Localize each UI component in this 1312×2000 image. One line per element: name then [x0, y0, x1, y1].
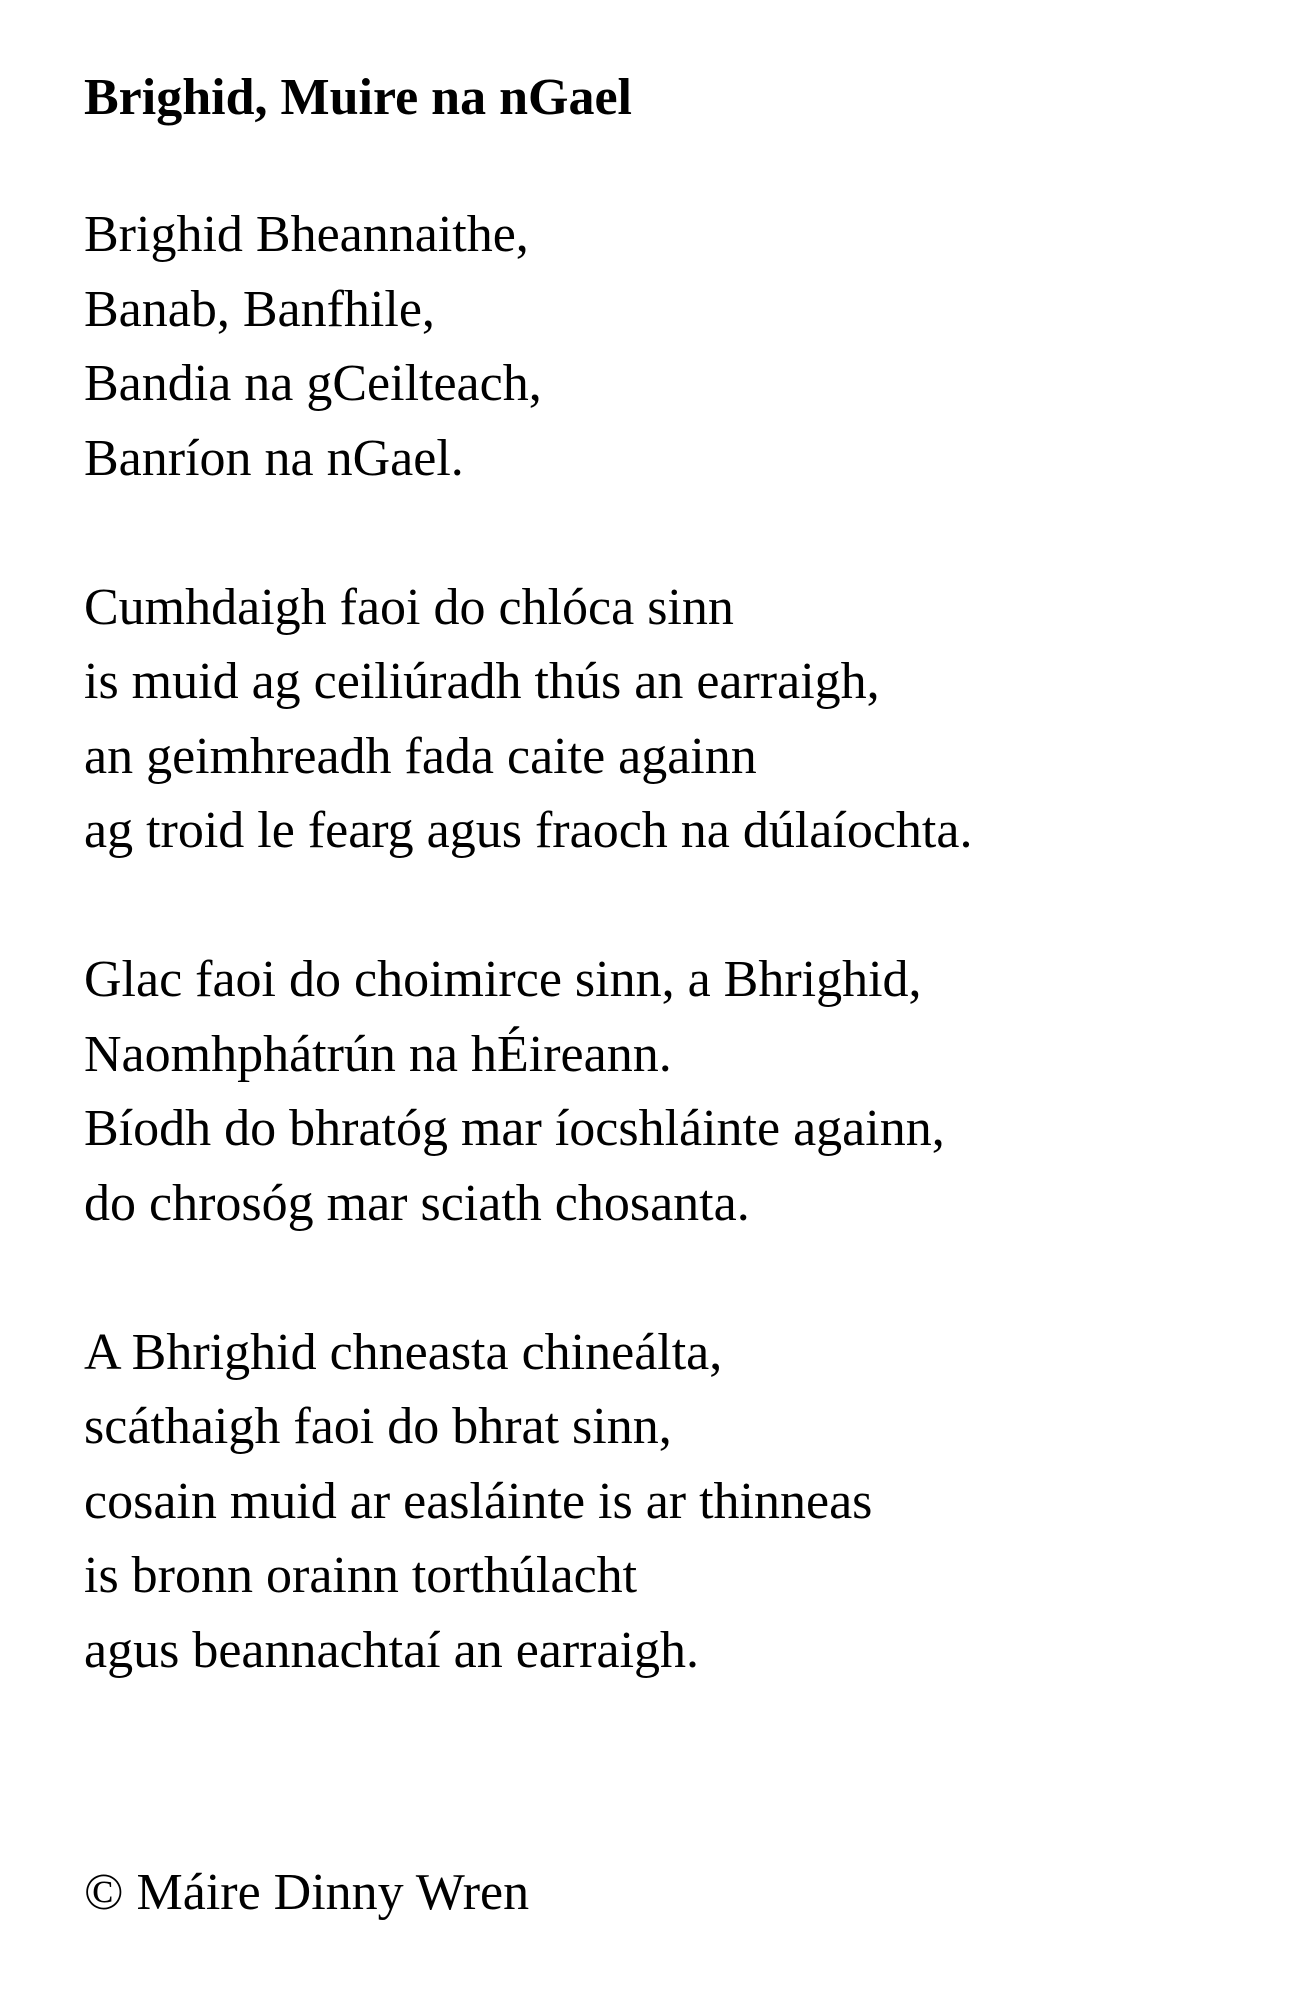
poem-line: Glac faoi do choimirce sinn, a Bhrighid, [84, 951, 922, 1008]
poem-line: Bíodh do bhratóg mar íocshláinte againn, [84, 1100, 945, 1157]
poem-line: Cumhdaigh faoi do chlóca sinn [84, 578, 734, 636]
poem-line: Naomhphátrún na hÉireann. [84, 1025, 672, 1083]
poem-line: Banab, Banfhile, [84, 280, 435, 338]
poem-line: do chrosóg mar sciath chosanta. [84, 1174, 750, 1232]
stanza-2 [84, 571, 1264, 869]
poem-line: Bandia na gCeilteach, [84, 355, 542, 412]
poem-line: Banríon na nGael. [84, 429, 464, 487]
copyright-notice: © Máire Dinny Wren [84, 1864, 530, 1921]
poem-line: an geimhreadh fada caite againn [84, 727, 757, 785]
poem-line: is muid ag ceiliúradh thús an earraigh, [84, 653, 880, 710]
poem-page [84, 60, 1264, 1688]
stanza-3 [84, 943, 1264, 1241]
poem-line: Brighid Bheannaithe, [84, 206, 529, 263]
stanza-1 [84, 198, 1264, 496]
poem-line: is bronn orainn torthúlacht [84, 1547, 638, 1604]
poem-line: scáthaigh faoi do bhrat sinn, [84, 1398, 672, 1455]
poem-title: Brighid, Muire na nGael [84, 69, 632, 126]
poem-line: A Bhrighid chneasta chineálta, [84, 1323, 723, 1381]
stanza-4 [84, 1316, 1264, 1689]
poem-line: cosain muid ar easláinte is ar thinneas [84, 1472, 873, 1530]
poem-line: agus beannachtaí an earraigh. [84, 1621, 700, 1679]
poem-line: ag troid le fearg agus fraoch na dúlaíochta. [84, 802, 973, 859]
